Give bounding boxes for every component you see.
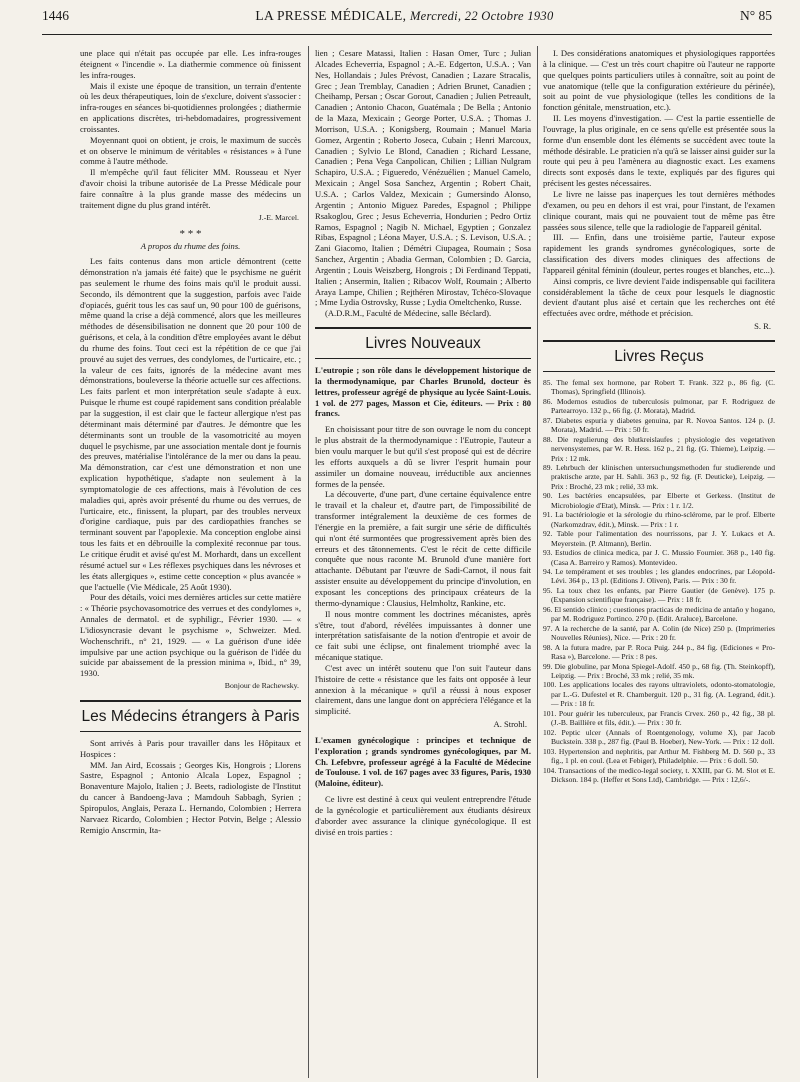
list-item: 96. El sentido clinico ; cuestiones practicas de medicina de antaño y hogano, par M. Rodriguez Portinco. 270 p. (Edit. Araluce), Barcelone. xyxy=(543,604,775,624)
list-item: 100. Les applications locales des rayons ultraviolets, odonto-stomatologie, par L.-G. Dufestel et R. Chamberguit. 120 p., 31 fig. (A. Legrand, édit.). — Prix : 18 fr. xyxy=(543,680,775,709)
issue-date: Mercredi, 22 Octobre 1930 xyxy=(409,9,554,23)
signature: S. R. xyxy=(754,321,771,332)
list-item: 99. Die globuline, par Mona Spiegel-Adolf. 450 p., 68 fig. (Th. Steinkopff), Leipzig. — Prix : Broché, 33 mk ; relié, 35 mk. xyxy=(543,661,775,680)
paragraph: III. — Enfin, dans une troisième partie, l'auteur expose rapidement les grands syndromes gynécologiques, sorte de classification des divers modes cliniques des affections de l'appareil génital féminin (douleur, pertes rouges et blanches, etc...). xyxy=(543,232,775,275)
paragraph: Ainsi compris, ce livre devient l'aide indispensable qui facilitera considérablement la tâche de ceux pour lesquels le diagnostic devient d'autant plus aisé et certain que les recherches ont été effectuées avec ordre, méthode et précision. xyxy=(543,275,775,319)
list-item: 102. Peptic ulcer (Annals of Roentgenology, volume X), par Jacob Buckstein. 338 p., 287 fig. (Paul B. Hoeber), New-York. — Prix : 12 doll. xyxy=(543,727,775,747)
list-item: 85. The femal sex hormone, par Robert T. Frank. 322 p., 86 fig. (C. Thomas), Springfield (Illinois). xyxy=(543,377,775,397)
signature: Bonjour de Rachewsky. xyxy=(224,681,299,691)
paragraph: Les faits contenus dans mon article démontrent (cette démonstration n'a jamais été faite) que le psychisme ne guérit pas seulement le rhume des foins mais qu'il le produit aussi. Secondo, ils démontrent que la suggestion, parfois avec l'aide d'opiacés, guérit tous les cas sauf un, 90 pour 100 de guérisons, même quand la crise a déjà commencé, alors que les meilleures méthodes de désensibilisation ne donnent que 20 pour 100 de guérisons, et cela, à la condition d'être employées avant le début du rhume des foins. Tout ceci est la répétition de ce que j'ai prouvé au sujet des verrues, des condylomes, de l'urticaire, etc. ; la valeur de ces faits, ignorés de la médecine avant mes démonstrations, bouleverse la théorie actuelle sur ces affections. Les faits parlent et mon interprétation seule s'adapte à eux. Puisque le rhume est coupé rapidement sans condition préalable par la suggestion, il est clair que le facteur allergique n'est pas déterminant mais déterminé par d'autres. Je démontre que les déterminants sont un trouble de la vasomotricité au moyen duquel le psychisme, par une association mentale dont je fournis des preuves, matérialise l'intolérance de la mer ou dans la peau. Ma démonstration, car c'est une démonstration et non une explication hypothétique, s'adapte non seulement à la symptomatologie de ces affections, mais à l'évolution de ces maladies qui, après avoir présenté du rhume ou des verrues, de l'urticaire, etc., finissent, la plupart, par des troubles nerveux d'origine cardiaque, puis par des cardiopathies franches se terminant souvent par l'apoplexie. Ma conception englobe ainsi tous les faits et en débrouille la complexité reconnue par tous. Le critique érudit et avisé qu'est M. Morhardt, dans un excellent résumé actuel sur « Les réflexes psychiques dans les névroses et les états allergiques », estime cette conception « plus avancée » que l'actuelle (Vie Médicale, 25 Août 1930). xyxy=(80,256,301,592)
list-item: 87. Diabetes espuria y diabetes genuina, par R. Novoa Santos. 124 p. (J. Morata), Madrid. — Prix : 50 fr. xyxy=(543,415,775,435)
list-item: 94. Le tempérament et ses troubles ; les glandes endocrines, par Léopold-Lévi. 364 p., 13 pl. (Editions J. Oliven), Paris. — Prix : 30 fr. xyxy=(543,567,775,586)
book-entry: L'eutropie ; son rôle dans le développement historique de la thermodynamique, par Charles Brunold, docteur ès lettres, professeur agrégé de physique au lycée Saint-Louis. 1 vol. de 277 pages, Masson et Cie, éditeurs. — Prix : 80 francs. xyxy=(315,365,531,419)
books-received-list xyxy=(543,378,775,784)
issue-number: N° 85 xyxy=(739,8,772,23)
section-heading-new-books: Livres Nouveaux xyxy=(315,327,531,359)
paragraph: II. Les moyens d'investigation. — C'est la partie essentielle de l'ouvrage, la plus originale, en ce sens qu'elle est présentée sous la forme d'un ensemble dont les éléments se succèdent avec toute la méthode désirable. Le praticien n'a qu'à se laisser ainsi guider sur la route qui peu à peu l'amènera au diagnostic exact. Les examens directs sont exposés dans le texte, expliqués par des figures qui précisent les gestes nécessaires. xyxy=(543,113,775,189)
paragraph: Moyennant quoi on obtient, je crois, le maximum de succès et on observe le minimum de véritables « résistances » à l'une comme à l'autre méthode. xyxy=(80,134,301,167)
paragraph: Pour des détails, voici mes dernières articles sur cette matière : « Théorie psychovasomotrice des verrues et des condylomes », Annales de dermatol. et de syphiligr., Février 1930. — « L'idiosyncrasie devant le psychisme », Schweizer. Med. Wochenschrift., n° 21, 1929. — « La guérison d'une idée impulsive par une action psychique ou la guérison de l'idée du suicide par abaissement de la pression minima », Ibid., n° 39, 1930. xyxy=(80,592,301,679)
paragraph: C'est avec un intérêt soutenu que l'on suit l'auteur dans l'histoire de cette « résistance que les faits ont opposée à leur annexion à la mécanique » qu'il a réussi à nous exposer clairement, dans une langue dont on appréciera l'élégance et la simplicité. xyxy=(315,662,531,717)
list-item: 98. A la futura madre, par P. Roca Puig. 244 p., 84 fig. (Ediciones « Pro-Rasa »), Barcelone. — Prix : 8 pes. xyxy=(543,642,775,662)
column-3 xyxy=(543,48,775,1078)
signature: J.-E. Marcel. xyxy=(258,212,299,222)
column-1 xyxy=(80,48,301,1078)
column-divider xyxy=(537,46,538,1078)
paragraph: La découverte, d'une part, d'une certaine équivalence entre le travail et la chaleur et, d'autre part, de l'impossibilité de transformer intégralement la deuxième de ces formes de l'énergie en la première, a fait surgir une série de difficultés qui n'ont été surmontées que progressivement après bien des erreurs et des tâtonnements. C'est le récit de cette difficile conquête que nous raconte M. Brunold d'une manière fort attachante. Débutant par l'œuvre de Sadi-Carnot, il nous fait assister ensuite au développement du principe d'involution, en exposant les conceptions des principaux créateurs de la thermo-dynamique : Clausius, Helmholtz, Rankine, etc. xyxy=(315,489,531,608)
paragraph: Sont arrivés à Paris pour travailler dans les Hôpitaux et Hospices : xyxy=(80,737,301,759)
paragraph: une place qui n'était pas occupée par elle. Les infra-rouges éteignent « l'incendie ». La diathermie commence où finissent les infra-rouges. xyxy=(80,48,301,80)
paragraph: Mais il existe une époque de transition, un terrain d'entente où les deux thérapeutiques, loin de s'exclure, doivent s'associer : infra-rouges en séances bi-quotidiennes prolongées ; diathermie en applications discrètes, tri-hebdomadaires, progressivement croissantes. xyxy=(80,80,301,134)
list-item: 91. La bactériologie et la sérologie du rhino-sclérome, par le prof. Elberte (Narkomzdrav, édit.), Minsk. — Prix : 1 r. xyxy=(543,510,775,529)
list-item: 92. Table pour l'alimentation des nourrissons, par J. Y. Lukacs et A. Meyerstein. (P. Altmann), Berlin. xyxy=(543,529,775,548)
paragraph: MM. Jan Aird, Ecossais ; Georges Kis, Hongrois ; Llorens Sastre, Espagnol ; Antonio Alcala Lopez, Espagnol ; Bonaventure Majolo, Italien ; J. Beets, radiologiste de l'Institut du cancer à Bandoeng-Java ; Mamdouh Sabbagh, Syrien ; Spiropulos, Anglais, Peraza L. Hernando, Colombien ; Herrera Narvaez Ricardo, Colombien ; Hector Potvin, Belge ; Alessio Remigio Anscrmin, Ita- xyxy=(80,759,301,835)
column-2 xyxy=(315,48,531,1078)
list-item: 95. La toux chez les enfants, par Pierre Gautier (de Genève). 175 p. (Expansion scientifique française). — Prix : 18 fr. xyxy=(543,585,775,605)
list-item: 89. Lehrbuch der klinischen untersuchungsmethoden fur studierende und praktische arzte, par H. Sahli. 363 p., 92 fig. (F. Deuticke), Leipzig. — Prix : Broché, 23 mk ; relié, 33 mk. xyxy=(543,463,775,491)
list-item: 93. Estudios de clinica medica, par J. C. Mussio Fournier. 368 p., 140 fig. (Casa A. Barreiro y Ramos). Montevideo. xyxy=(543,548,775,567)
paragraph: Ce livre est destiné à ceux qui veulent entreprendre l'étude de la gynécologie et particulièrement aux étudiants désireux d'aborder avec assurance la clinique gynécologique. Il est divisé en trois parties : xyxy=(315,794,531,837)
page-number: 1446 xyxy=(42,8,69,23)
asterism-separator: * * * xyxy=(179,227,202,240)
list-item: 90. Les bactéries encapsulées, par Elberte et Gerkess. (Institut de Microbiologie d'Etat), Minsk. — Prix : 1 r. 1/2. xyxy=(543,491,775,510)
paragraph: Il m'empêche qu'il faut féliciter MM. Rousseau et Nyer d'avoir choisi la tribune autorisée de La Presse Médicale pour faire connaître à la plus grande masse des médecins un traitement digne du plus grand intérêt. xyxy=(80,167,301,210)
paragraph: I. Des considérations anatomiques et physiologiques rapportées à la clinique. — C'est un très court chapitre où l'auteur ne rapporte que quelques points particuliers utiles à connaître, soit au point de vue anatomique (telle que la configuration extérieure du périnée), soit au point de vue physiologique (telles les conditions de la fonction génitale, menstruation, etc.). xyxy=(543,48,775,113)
section-heading-books-received: Livres Reçus xyxy=(543,340,775,372)
list-item: 86. Modernos estudios de tuberculosis pulmonar, par F. Rodriguez de Partearroyo. 132 p., 66 fig. (J. Morata), Madrid. xyxy=(543,396,775,416)
article-subheading: A propos du rhume des foins. xyxy=(140,241,241,252)
paragraph: (A.D.R.M., Faculté de Médecine, salle Béclard). xyxy=(325,308,492,319)
list-item: 101. Pour guérir les tuberculeux, par Francis Crvex. 260 p., 42 fig., 38 pl. (J.-B. Baillière et fils, édit.). — Prix : 30 fr. xyxy=(543,708,775,728)
book-entry: L'examen gynécologique : principes et technique de l'exploration ; grands syndromes gynécologiques, par M. Ch. Lefebvre, professeur agrégé à la Faculté de Médecine de Toulouse. 1 vol. de 167 pages avec 33 figures, Paris, 1930 (Maloine, éditeur). xyxy=(315,734,531,789)
column-divider xyxy=(308,46,309,1078)
list-item: 103. Hypertension and nephritis, par Arthur M. Fishberg M. D. 560 p., 33 fig., 1 pl. en coul. (Lea et Febiger), Philadelphie. — Prix : 6 doll. 50. xyxy=(543,746,775,766)
journal-masthead xyxy=(255,8,553,24)
list-item: 88. Die regulierung des blutkreislaufes ; physiologie des vegetativen nervensystemes, par W. R. Hess. 162 p., 21 fig. (G. Thieme), Leipzig. — Prix : 12 mk. xyxy=(543,434,775,463)
list-item: 104. Transactions of the medico-legal society, t. XXIII, par G. M. Slot et E. Dickson. 184 p. (Heffer et Sons Ltd), Cambridge. — Prix : 12,6/-. xyxy=(543,765,775,784)
paragraph: lien ; Cesare Matassi, Italien : Hasan Omer, Turc ; Julian Alcades Echeverria, Espagnol ; A.-E. Edgerton, U.S.A. ; Van Nes, Hollandais ; Jules Prévost, Canadien ; Lazare Stracalis, Grec ; Jean Tremblay, Canadien ; Adrien Brunet, Canadien ; Cheihamp, Persan ; Oscar Gorout, Canadien ; Julien Petreault, Canadien ; Antonio Chacon, Guatémala ; De Bella ; Antonio de la Maza, Mexicain ; George Porter, U.S.A. ; Thomas J. Morrison, U.S.A. ; Konigsberg, Roumain ; Manuel Maria Gomez, Argentin ; Roberto Joseca, Cubain ; Henri Marcoux, Canadien ; Sylvio Le Blond, Canadien ; Richard Lessane, Canadien ; Pena Vega Canpolican, Chilien ; Lillian Nulgram Schapiro, U.S.A. ; Figueredo, Vénézuélien ; Manuel Camelo, Mexicain ; Angel Sosa Sanchez, Argentin ; Robert Chait, U.S.A. ; Carlos Valdez, Mexicain ; Gumersindo Alonso, Argentin ; Antonio Miguez Paredes, Espagnol ; Philippe Rsakoglou, Grec ; Jesus Echeverria, Hondurien ; Pedro Ortiz Ramos, Espagnol ; Nagib N. Michael, Egyptien ; Gonzalez Ribas, Espagnol ; Léona Mayer, U.S.A. ; S. Levison, U.S.A. ; Zani Giacomo, Italien ; Démétri Ciupagea, Roumain ; Sosa Sanchez, Argentin ; Abadia German, Colombien ; D. Garcia, Argentin ; Louis Weiszberg, Hongrois ; Di Ferdinand Teppati, Italien ; Ansermin, Italien ; Ribacov Wolf, Roumain ; Alberto Araya Lampe, Chilien ; Rejthéren Mirostav, Tchéco-Slovaque ; Mme Lydia Ostrovsky, Russe ; Lydia Omeltchenko, Russe. xyxy=(315,48,531,308)
list-item: 97. A la recherche de la santé, par A. Colin (de Nice) 250 p. (Imprimeries Nouvelles Réunies), Nice. — Prix : 20 fr. xyxy=(543,623,775,643)
page-header xyxy=(42,8,772,35)
signature: A. Strohl. xyxy=(493,719,527,730)
paragraph: Il nous montre comment les doctrines mécanistes, après s'être, tout d'abord, révélées impuissantes à donner une interprétation satisfaisante de la notion d'entropie et avoir de ce fait subi une éclipse, ont finalement triomphé avec la mécanique statique. xyxy=(315,608,531,663)
paragraph: Le livre ne laisse pas inaperçues les tout dernières méthodes d'examen, ou peu en dehors il est vrai, pour l'instant, de l'examen clinique courant, mais qui ne pouvaient tout de même pas être passées sous silence, telle que la radiologie de l'appareil génital. xyxy=(543,188,775,232)
journal-title: LA PRESSE MÉDICALE, xyxy=(255,8,407,23)
section-heading-foreign-doctors: Les Médecins étrangers à Paris xyxy=(80,700,301,732)
paragraph: En choisissant pour titre de son ouvrage le nom du concept le plus abstrait de la thermodynamique : l'Eutropie, l'auteur a bien voulu marquer le but qu'il s'est proposé qui est de décrire les efforts auxquels a dû se livrer l'esprit humain pour assimiler un domaine nouveau, irréductible aux anciennes formes de la pensée. xyxy=(315,424,531,489)
